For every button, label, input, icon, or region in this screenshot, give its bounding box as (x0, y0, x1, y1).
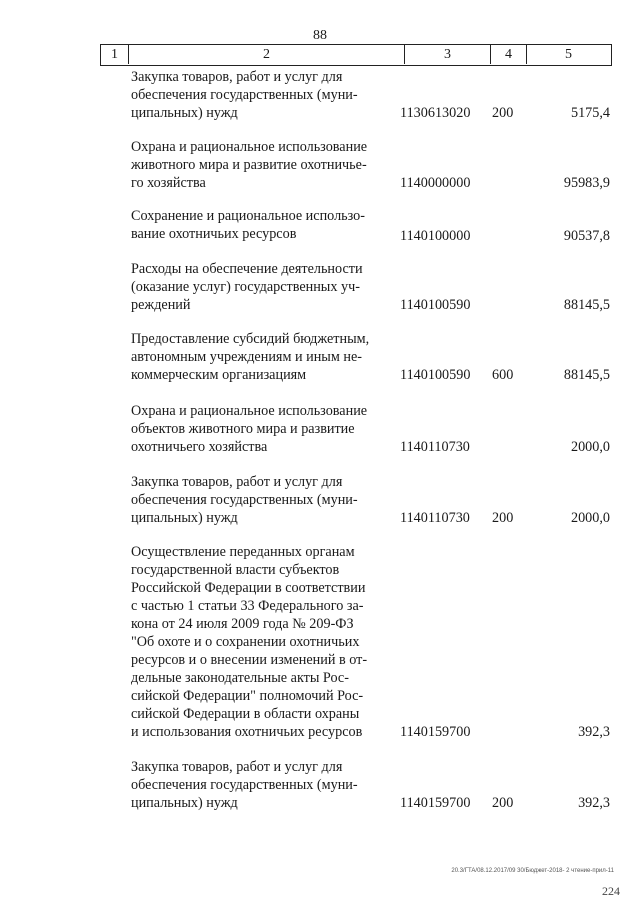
row-amount: 88145,5 (563, 367, 610, 383)
row-expense-type: 200 (492, 510, 514, 526)
row-amount: 392,3 (578, 795, 610, 811)
row-amount: 95983,9 (563, 175, 610, 191)
row-code: 1140159700 (400, 724, 471, 740)
column-header-2: 2 (129, 45, 405, 64)
footer-document-code: 20.3/ГТА/08.12.2017/09 30/Бюджет-2018- 2 чтение-прил-11 (451, 868, 614, 874)
column-header-3: 3 (405, 45, 491, 64)
row-amount: 2000,0 (570, 510, 610, 526)
row-code: 1140159700 (400, 795, 471, 811)
row-expense-type: 600 (492, 367, 514, 383)
row-code: 1140110730 (400, 439, 470, 455)
column-header-5: 5 (565, 47, 572, 62)
row-amount: 392,3 (578, 724, 610, 740)
row-amount: 88145,5 (563, 297, 610, 313)
row-expense-type: 200 (492, 105, 514, 121)
row-expense-type: 200 (492, 795, 514, 811)
row-description: Расходы на обеспечение деятельности (оказание услуг) государственных уч- реждений (131, 261, 363, 313)
row-description: Охрана и рациональное использование объектов животного мира и развитие охотничьего хозяйства (131, 403, 368, 455)
row-code: 1140100000 (400, 228, 471, 244)
row-description: Сохранение и рациональное использо- вание охотничьих ресурсов (131, 208, 365, 242)
row-amount: 2000,0 (570, 439, 610, 455)
row-amount: 90537,8 (563, 228, 610, 244)
row-code: 1140110730 (400, 510, 470, 526)
row-description: Охрана и рациональное использование животного мира и развитие охотничье- го хозяйства (131, 139, 368, 191)
row-code: 1140000000 (400, 175, 471, 191)
column-header-table (100, 44, 612, 66)
row-description: Закупка товаров, работ и услуг для обеспечения государственных (муни- ципальных) нужд (131, 759, 358, 811)
row-description: Осуществление переданных органам государственной власти субъектов Российской Федерации в соответствии с частью 1 статьи 33 Федерального за- кона от 24 июля 2009 года № 209-ФЗ "Об охоте и о сохранении охотничьих ресурсов и о внесении изменений в от- дельные законодательные акты Рос- сийской Федерации" полномочий Рос- сийской Федерации в области охраны и использования охотничьих ресурсов (131, 544, 368, 740)
row-code: 1140100590 (400, 367, 471, 383)
page-number: 88 (313, 28, 327, 43)
row-description: Закупка товаров, работ и услуг для обеспечения государственных (муни- ципальных) нужд (131, 69, 358, 121)
footer-sheet-number: 224 (602, 884, 620, 898)
row-description: Предоставление субсидий бюджетным, автономным учреждениям и иным не- коммерческим организациям (131, 331, 370, 383)
row-code: 1140100590 (400, 297, 471, 313)
row-code: 1130613020 (400, 105, 471, 121)
column-header-4: 4 (491, 45, 527, 64)
row-description: Закупка товаров, работ и услуг для обеспечения государственных (муни- ципальных) нужд (131, 474, 358, 526)
row-amount: 5175,4 (570, 105, 610, 121)
column-header-1: 1 (101, 45, 129, 64)
